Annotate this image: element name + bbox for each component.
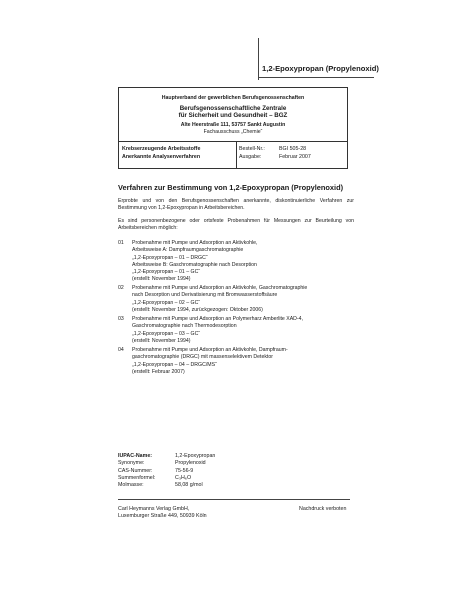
method-line: Arbeitsweise B: Gaschromatographie nach Desorption	[132, 261, 257, 268]
method-description	[132, 347, 352, 376]
method-line: „1,2-Epoxypropan – 02 – GC“	[132, 299, 201, 306]
property-key: Summenformel:	[118, 474, 156, 481]
institution-box-top	[119, 88, 347, 142]
method-line: nach Desorption und Derivatisierung mit Bromwasserstoffsäure	[132, 292, 278, 299]
property-row	[118, 460, 215, 467]
method-line: Gaschromatographie nach Thermodesorption	[132, 323, 237, 330]
method-line: Arbeitsweise A: Dampfraumgaschromatographie	[132, 247, 244, 254]
method-line: (erstellt: Februar 2007)	[132, 368, 185, 375]
property-value: 1,2-Epoxypropan	[175, 453, 216, 459]
property-key: IUPAC-Name:	[118, 453, 153, 459]
section-intro: Erprobte und von den Berufsgenossenschaften anerkannte, diskontinuierliche Verfahren zur Bestimmung von 1,2-Epoxypropan in Arbeitsbereichen.	[118, 198, 354, 212]
edition-value: Februar 2007	[279, 154, 311, 160]
footer-rule	[118, 499, 350, 500]
method-number: 03	[118, 316, 124, 322]
publisher-address: Luxemburger Straße 449, 50939 Köln	[118, 513, 207, 520]
property-value: 75-56-9	[175, 467, 194, 474]
property-row	[118, 482, 215, 489]
method-line: Probenahme mit Pumpe und Adsorption an Aktivkohle, Dampfraum-	[132, 347, 288, 353]
order-number-value: BGI 505-28	[279, 146, 307, 152]
institution-line-2: Berufsgenossenschaftliche Zentrale	[179, 105, 287, 112]
method-line: „1,2-Epoxypropan – 01 – GC“	[132, 269, 201, 276]
method-number: 02	[118, 285, 124, 291]
publisher-name: Carl Heymanns Verlag GmbH,	[118, 506, 190, 512]
property-row	[118, 475, 215, 482]
method-line: gaschromatographie (DRGC) mit massenselektivem Detektor	[132, 354, 273, 361]
method-description	[132, 240, 352, 284]
institution-box-category	[119, 141, 237, 169]
method-number: 04	[118, 347, 124, 353]
substance-properties	[118, 453, 215, 489]
footer-publisher-block	[118, 506, 207, 521]
document-header-title: 1,2-Epoxypropan (Propylenoxid)	[262, 64, 379, 73]
section-title: Verfahren zur Bestimmung von 1,2-Epoxypropan (Propylenoxid)	[118, 183, 344, 192]
method-line: Probenahme mit Pumpe und Adsorption an Aktivkohle, Gaschromatographie	[132, 285, 308, 291]
property-row	[118, 468, 215, 475]
section-lead: Es sind personenbezogene oder ortsfeste Probenahmen für Messungen zur Beurteilung von Arbeitsbereichen möglich:	[118, 218, 354, 232]
method-line: Probenahme mit Pumpe und Adsorption an Polymerharz Amberlite XAD-4,	[132, 316, 303, 322]
institution-committee: Fachausschuss „Chemie“	[203, 128, 263, 135]
category-line-1: Krebserzeugende Arbeitsstoffe	[122, 146, 201, 152]
method-line: (erstellt: November 1994)	[132, 337, 191, 344]
institution-line-3: für Sicherheit und Gesundheit – BGZ	[178, 112, 288, 120]
institution-address: Alte Heerstraße 111, 53757 Sankt Augustin	[180, 121, 286, 128]
header-vertical-rule	[258, 38, 259, 80]
edition-label: Ausgabe:	[239, 154, 262, 160]
institution-box-order-info	[239, 145, 311, 161]
method-description	[132, 285, 352, 314]
property-key: Molmasse:	[118, 482, 144, 489]
property-value: C₃H₆O	[175, 474, 192, 481]
method-line: Probenahme mit Pumpe und Adsorption an Aktivkohle,	[132, 240, 258, 246]
order-number-label: Bestell-Nr.:	[239, 146, 265, 152]
reprint-notice: Nachdruck verboten	[299, 506, 347, 512]
property-value: Propylenoxid	[175, 460, 206, 467]
method-line: „1,2-Epoxypropan – 01 – DRGC“	[132, 254, 208, 261]
property-value: 58,08 g/mol	[175, 482, 203, 489]
method-description	[132, 316, 352, 345]
property-key: CAS-Nummer:	[118, 467, 153, 474]
institution-box	[118, 87, 348, 169]
method-line: „1,2-Epoxypropan – 04 – DRGC/MS“	[132, 361, 217, 368]
property-row	[118, 453, 215, 460]
method-line: „1,2-Epoxypropan – 03 – GC“	[132, 330, 201, 337]
category-line-2: Anerkannte Analysenverfahren	[122, 154, 201, 160]
method-line: (erstellt: November 1994)	[132, 276, 191, 283]
header-horizontal-rule	[258, 77, 374, 78]
method-line: (erstellt: November 1994, zurückgezogen: Oktober 2006)	[132, 306, 263, 313]
method-number: 01	[118, 240, 124, 246]
property-key: Synonyme:	[118, 460, 145, 467]
institution-line-1: Hauptverband der gewerblichen Berufsgenossenschaften	[161, 95, 305, 101]
